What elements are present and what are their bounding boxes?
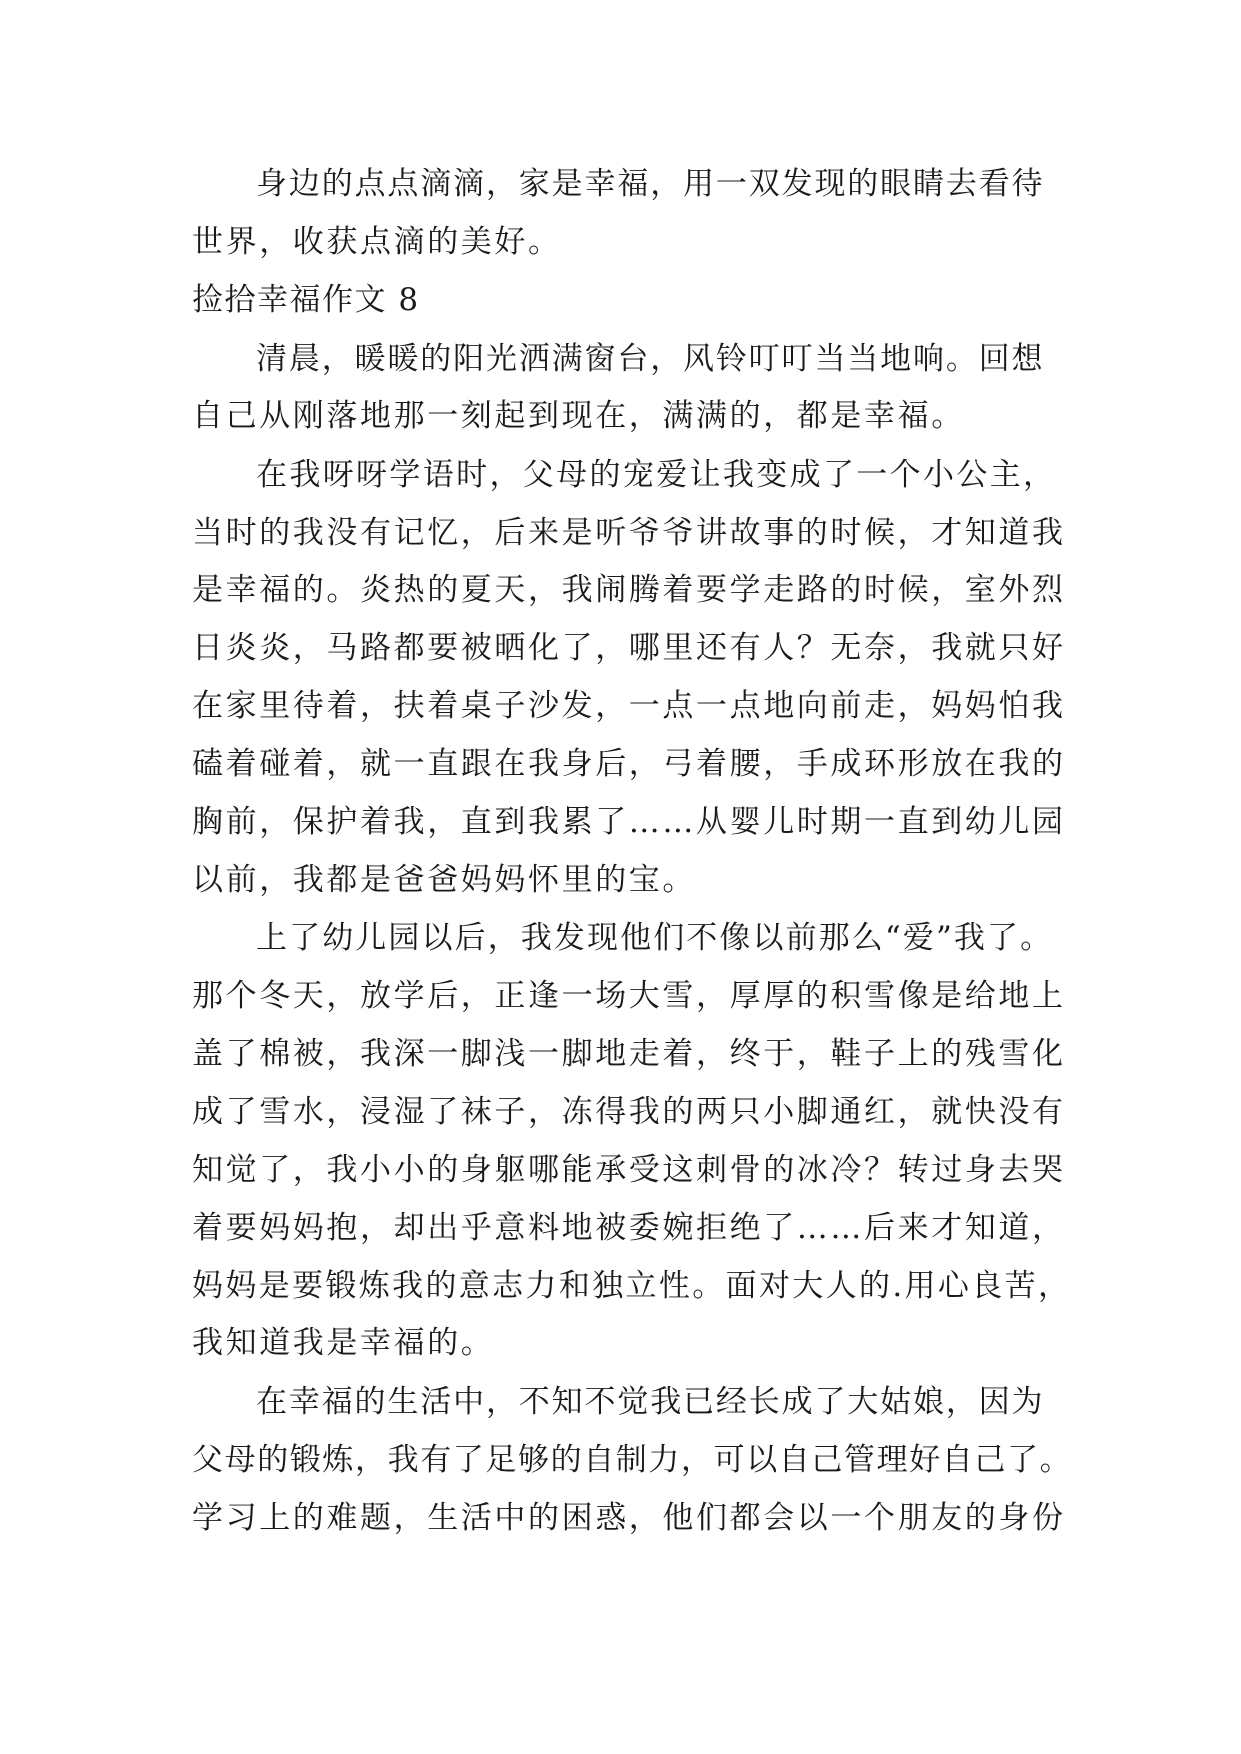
paragraph-line: 是幸福的。炎热的夏天，我闹腾着要学走路的时候，室外烈 xyxy=(192,572,1066,608)
paragraph-line: 盖了棉被，我深一脚浅一脚地走着，终于，鞋子上的残雪化 xyxy=(192,1036,1066,1072)
paragraph-line: 学习上的难题，生活中的困惑，他们都会以一个朋友的身份 xyxy=(192,1500,1066,1536)
paragraph-line: 胸前，保护着我，直到我累了……从婴儿时期一直到幼儿园 xyxy=(192,804,1066,840)
paragraph-line: 那个冬天，放学后，正逢一场大雪，厚厚的积雪像是给地上 xyxy=(192,978,1066,1014)
paragraph-line: 自己从刚落地那一刻起到现在，满满的，都是幸福。 xyxy=(192,398,965,434)
paragraph-line: 清晨，暖暖的阳光洒满窗台，风铃叮叮当当地响。回想 xyxy=(256,341,1045,377)
paragraph-line: 成了雪水，浸湿了袜子，冻得我的两只小脚通红，就快没有 xyxy=(192,1094,1066,1130)
paragraph-line: 妈妈是要锻炼我的意志力和独立性。面对大人的.用心良苦， xyxy=(192,1268,1072,1304)
paragraph-line: 世界，收获点滴的美好。 xyxy=(192,224,562,260)
section-heading: 捡拾幸福作文 8 xyxy=(192,282,420,318)
paragraph-line: 以前，我都是爸爸妈妈怀里的宝。 xyxy=(192,862,696,898)
paragraph-line: 知觉了，我小小的身躯哪能承受这刺骨的冰冷？转过身去哭 xyxy=(192,1152,1066,1188)
paragraph-line: 我知道我是幸福的。 xyxy=(192,1325,495,1361)
paragraph-line: 在我呀呀学语时，父母的宠爱让我变成了一个小公主， xyxy=(256,457,1057,493)
paragraph-line: 日炎炎，马路都要被晒化了，哪里还有人？无奈，我就只好 xyxy=(192,630,1066,666)
paragraph-line: 在幸福的生活中，不知不觉我已经长成了大姑娘，因为 xyxy=(256,1384,1045,1420)
paragraph-line: 磕着碰着，就一直跟在我身后，弓着腰，手成环形放在我的 xyxy=(192,746,1066,782)
paragraph-line: 父母的锻炼，我有了足够的自制力，可以自己管理好自己了。 xyxy=(192,1442,1073,1478)
paragraph-line: 在家里待着，扶着桌子沙发，一点一点地向前走，妈妈怕我 xyxy=(192,688,1066,724)
paragraph-line: 上了幼儿园以后，我发现他们不像以前那么“爱”我了。 xyxy=(256,920,1054,956)
paragraph-line: 当时的我没有记忆，后来是听爷爷讲故事的时候，才知道我 xyxy=(192,515,1066,551)
paragraph-line: 身边的点点滴滴，家是幸福，用一双发现的眼睛去看待 xyxy=(256,166,1045,202)
paragraph-line: 着要妈妈抱，却出乎意料地被委婉拒绝了……后来才知道， xyxy=(192,1210,1066,1246)
